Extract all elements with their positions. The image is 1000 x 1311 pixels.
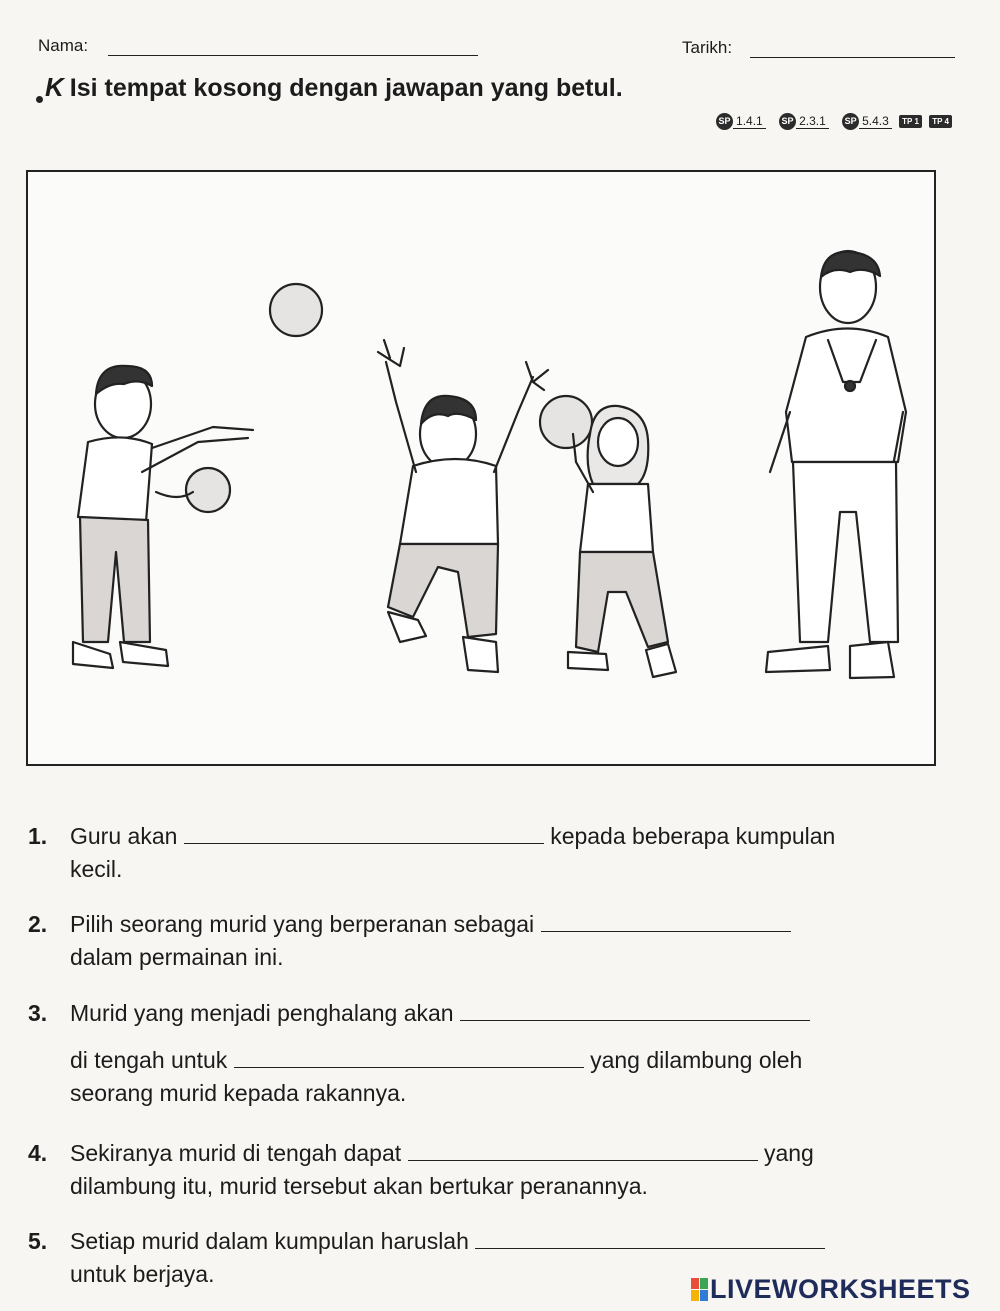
whistle-icon [845, 381, 855, 391]
question-text: Pilih seorang murid yang berperanan sebagai [70, 908, 791, 941]
question-text-line3: seorang murid kepada rakannya. [70, 1080, 407, 1106]
section-letter: K [45, 72, 64, 102]
boy-middle-figure [378, 340, 548, 672]
teacher-figure [766, 251, 906, 678]
answer-blank[interactable] [408, 1159, 758, 1161]
ball-icon [540, 396, 592, 448]
answer-blank[interactable] [541, 930, 791, 932]
question-number: 3. [28, 1000, 48, 1026]
ball-icon [186, 468, 230, 512]
sp-icon: SP [716, 113, 733, 130]
question-1 [28, 820, 948, 890]
question-text-line2: untuk berjaya. [70, 1261, 215, 1287]
question-text: Setiap murid dalam kumpulan haruslah [70, 1225, 825, 1258]
question-2 [28, 908, 948, 978]
ball-icon [270, 284, 322, 336]
question-text-line2: dalam permainan ini. [70, 944, 284, 970]
question-3 [28, 997, 948, 1107]
nama-label: Nama: [38, 36, 89, 55]
sp-code: SP 2.3.1 [779, 113, 829, 130]
question-text: Sekiranya murid di tengah dapat yang [70, 1140, 814, 1166]
question-text: Guru akan kepada beberapa kumpulan [70, 823, 836, 849]
question-text-line2: di tengah untuk yang dilambung oleh [70, 1047, 803, 1073]
tarikh-field[interactable] [750, 57, 955, 58]
girl-figure [540, 396, 676, 677]
tp-badge: TP 1 [899, 115, 922, 128]
liveworksheets-watermark: LIVEWORKSHEETS [690, 1274, 971, 1305]
answer-blank[interactable] [460, 1019, 810, 1021]
question-number: 1. [28, 823, 48, 849]
boy-thrower-figure [73, 366, 253, 668]
standard-codes [706, 113, 952, 130]
question-text: Murid yang menjadi penghalang akan [70, 997, 810, 1030]
question-number: 5. [28, 1228, 48, 1254]
tp-badge: TP 4 [929, 115, 952, 128]
sp-icon: SP [779, 113, 796, 130]
nama-field[interactable] [108, 55, 478, 56]
question-text-line2: kecil. [70, 856, 123, 882]
instruction-text: Isi tempat kosong dengan jawapan yang betul. [69, 74, 623, 102]
sp-code: SP 1.4.1 [716, 113, 766, 130]
dot-icon [36, 96, 43, 103]
sp-icon: SP [842, 113, 859, 130]
question-4 [28, 1137, 948, 1207]
answer-blank[interactable] [234, 1066, 584, 1068]
question-number: 4. [28, 1140, 48, 1166]
answer-blank[interactable] [184, 842, 544, 844]
children-playing-ball-illustration [28, 172, 934, 764]
question-number: 2. [28, 911, 48, 937]
instruction [36, 72, 623, 103]
answer-blank[interactable] [475, 1247, 825, 1249]
sp-code: SP 5.4.3 [842, 113, 892, 130]
tarikh-label: Tarikh: [682, 38, 733, 57]
question-text-line2: dilambung itu, murid tersebut akan bertukar peranannya. [70, 1173, 648, 1199]
liveworksheets-logo-icon [690, 1277, 708, 1301]
illustration-frame [26, 170, 936, 766]
